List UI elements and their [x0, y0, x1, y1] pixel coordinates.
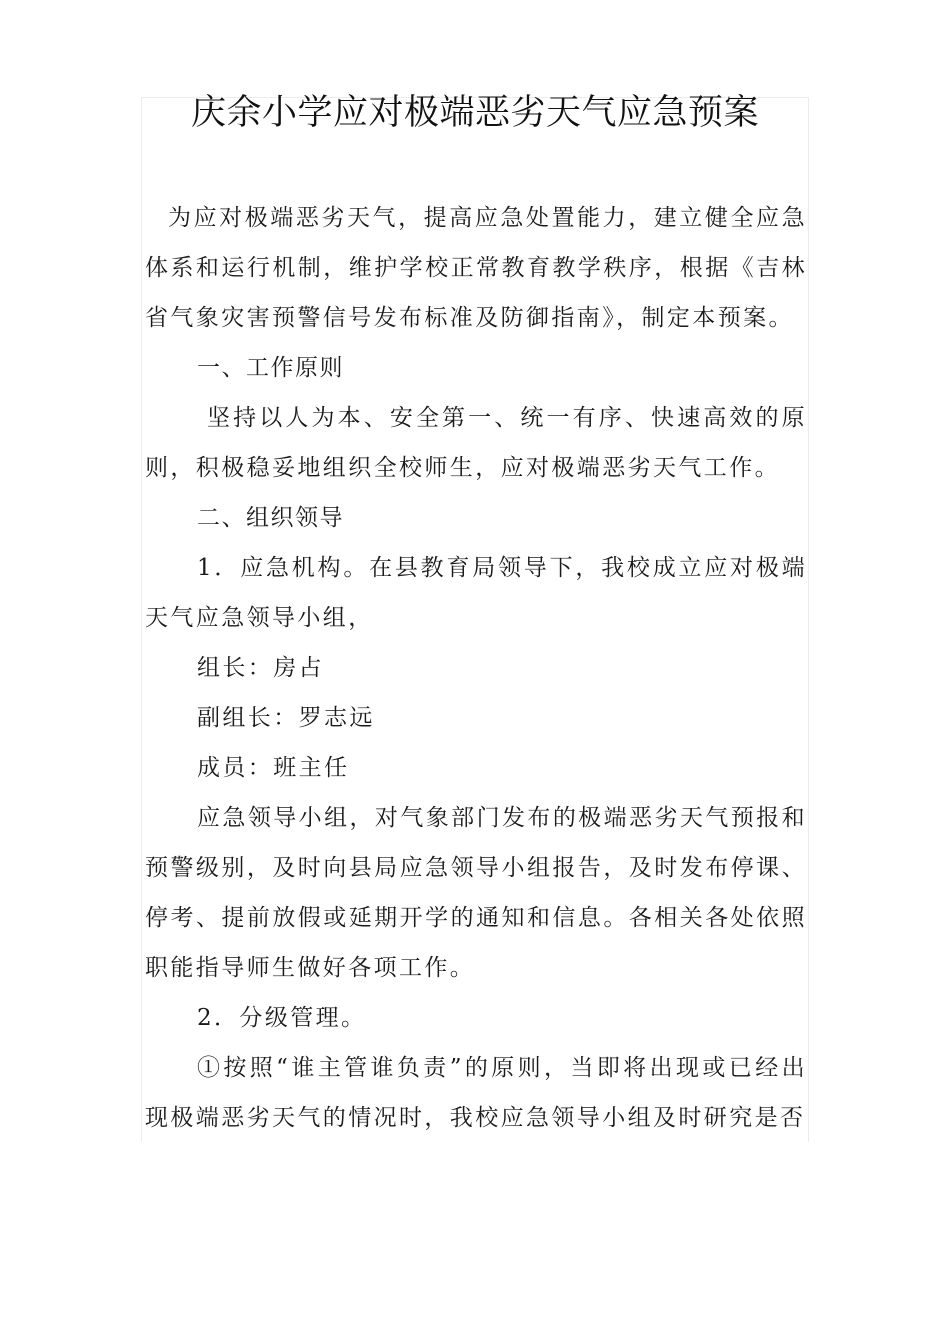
team-duty-paragraph: 应急领导小组，对气象部门发布的极端恶劣天气预报和预警级别，及时向县局应急领导小组报告，及时发布停课、停考、提前放假或延期开学的通知和信息。各相关各处依照职能指导师生做好各项工作。 — [145, 805, 807, 981]
tiered-management-line: 2．分级管理。 — [197, 1005, 367, 1031]
vice-leader-line: 副组长：罗志远 — [197, 705, 375, 731]
section-heading-organization: 二、组织领导 — [197, 505, 344, 531]
intro-paragraph: 为应对极端恶劣天气，提高应急处置能力，建立健全应急体系和运行机制，维护学校正常教育教学秩序，根据《吉林省气象灾害预警信号发布标准及防御指南》，制定本预案。 — [145, 205, 807, 331]
emergency-agency-paragraph: 1．应急机构。在县教育局领导下，我校成立应对极端天气应急领导小组， — [145, 555, 807, 631]
principles-paragraph: 坚持以人为本、安全第一、统一有序、快速高效的原则，积极稳妥地组织全校师生，应对极端恶劣天气工作。 — [145, 405, 807, 481]
tiered-management-paragraph: ①按照“谁主管谁负责”的原则，当即将出现或已经出现极端恶劣天气的情况时，我校应急领导小组及时研究是否 — [145, 1055, 807, 1131]
members-line: 成员：班主任 — [197, 755, 350, 781]
section-heading-principles: 一、工作原则 — [197, 355, 344, 381]
team-leader-line: 组长：房占 — [197, 655, 324, 681]
document-body — [145, 193, 807, 1143]
document-title: 庆余小学应对极端恶劣天气应急预案 — [190, 93, 759, 133]
